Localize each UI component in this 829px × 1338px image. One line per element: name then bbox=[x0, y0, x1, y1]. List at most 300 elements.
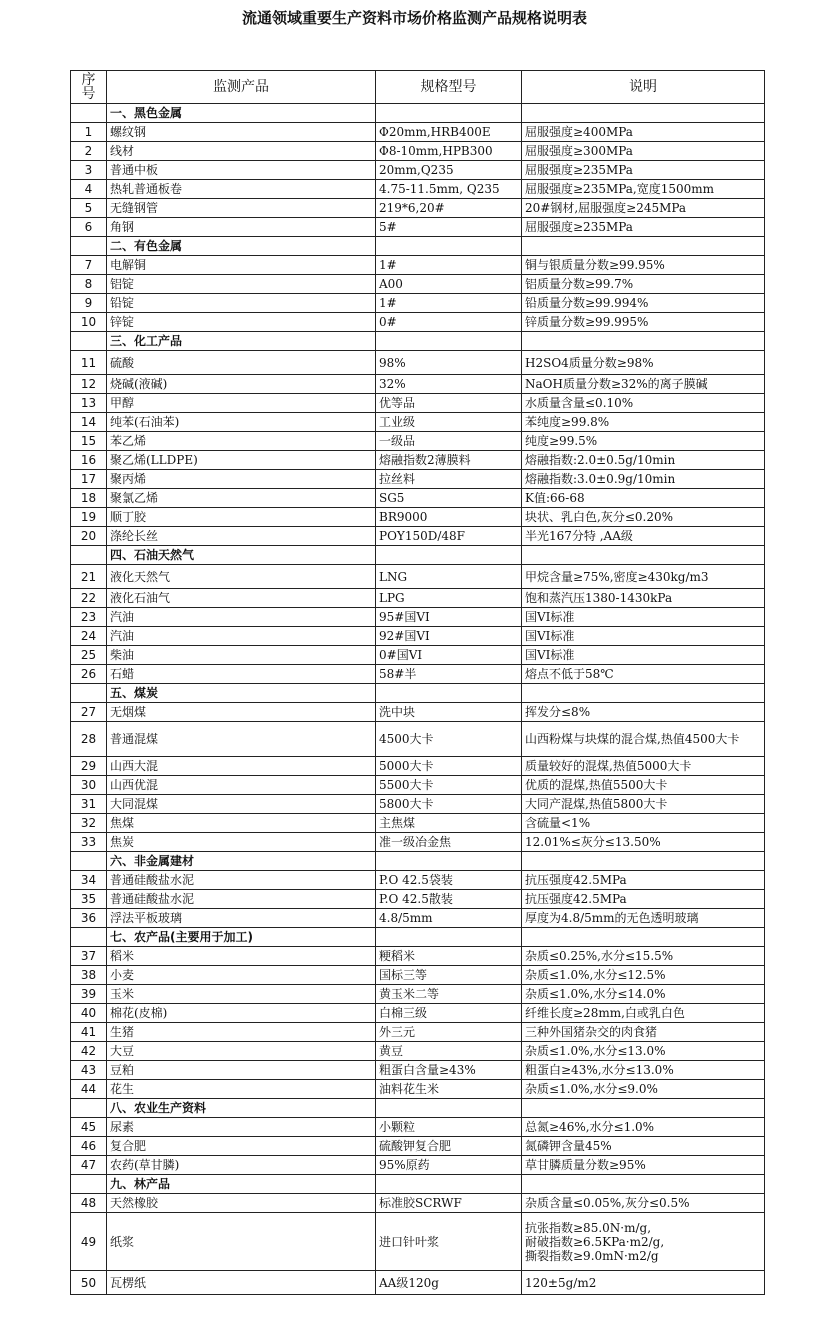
category-seq-cell bbox=[71, 104, 107, 123]
category-model-cell bbox=[376, 546, 522, 565]
product-cell: 柴油 bbox=[107, 646, 376, 665]
model-cell: LNG bbox=[376, 565, 522, 589]
model-cell: 4.8/5mm bbox=[376, 909, 522, 928]
desc-cell bbox=[522, 294, 765, 313]
category-model-cell bbox=[376, 1099, 522, 1118]
model-cell: P.O 42.5袋装 bbox=[376, 871, 522, 890]
seq-cell: 5 bbox=[71, 199, 107, 218]
product-cell: 烧碱(液碱) bbox=[107, 375, 376, 394]
seq-cell: 28 bbox=[71, 722, 107, 757]
category-seq-cell bbox=[71, 332, 107, 351]
model-cell: 95#国VI bbox=[376, 608, 522, 627]
desc-cell bbox=[522, 527, 765, 546]
desc-cell bbox=[522, 890, 765, 909]
category-seq-cell bbox=[71, 852, 107, 871]
model-cell: 国标三等 bbox=[376, 966, 522, 985]
desc-cell bbox=[522, 218, 765, 237]
seq-cell: 21 bbox=[71, 565, 107, 589]
model-cell: A00 bbox=[376, 275, 522, 294]
table-row bbox=[71, 966, 765, 985]
category-desc-cell bbox=[522, 237, 765, 256]
model-cell: 58#半 bbox=[376, 665, 522, 684]
model-cell: 92#国VI bbox=[376, 627, 522, 646]
category-model-cell bbox=[376, 1175, 522, 1194]
model-cell: 4.75-11.5mm, Q235 bbox=[376, 180, 522, 199]
table-row bbox=[71, 608, 765, 627]
product-cell: 角钢 bbox=[107, 218, 376, 237]
seq-cell: 8 bbox=[71, 275, 107, 294]
seq-cell: 11 bbox=[71, 351, 107, 375]
category-desc-cell bbox=[522, 1175, 765, 1194]
seq-cell: 39 bbox=[71, 985, 107, 1004]
seq-cell: 26 bbox=[71, 665, 107, 684]
desc-cell bbox=[522, 646, 765, 665]
seq-cell: 1 bbox=[71, 123, 107, 142]
table-row bbox=[71, 627, 765, 646]
desc-cell bbox=[522, 1137, 765, 1156]
product-cell: 聚氯乙烯 bbox=[107, 489, 376, 508]
desc-text: 苯纯度≥99.8% bbox=[525, 415, 610, 429]
category-row bbox=[71, 104, 765, 123]
model-cell: Φ20mm,HRB400E bbox=[376, 123, 522, 142]
seq-cell: 29 bbox=[71, 757, 107, 776]
seq-cell: 37 bbox=[71, 947, 107, 966]
table-row bbox=[71, 890, 765, 909]
table-row bbox=[71, 470, 765, 489]
category-row bbox=[71, 332, 765, 351]
seq-cell: 32 bbox=[71, 814, 107, 833]
table-row bbox=[71, 909, 765, 928]
table-row bbox=[71, 199, 765, 218]
product-cell: 普通硅酸盐水泥 bbox=[107, 890, 376, 909]
seq-cell: 48 bbox=[71, 1194, 107, 1213]
table-row bbox=[71, 985, 765, 1004]
desc-text: 饱和蒸汽压1380-1430kPa bbox=[525, 591, 673, 605]
product-cell: 线材 bbox=[107, 142, 376, 161]
model-cell: 95%原药 bbox=[376, 1156, 522, 1175]
desc-text: 草甘膦质量分数≥95% bbox=[525, 1158, 646, 1172]
desc-cell bbox=[522, 199, 765, 218]
desc-text: K值:66-68 bbox=[525, 491, 585, 505]
product-cell: 铝锭 bbox=[107, 275, 376, 294]
seq-cell: 2 bbox=[71, 142, 107, 161]
table-row bbox=[71, 833, 765, 852]
seq-cell: 34 bbox=[71, 871, 107, 890]
header-row bbox=[71, 71, 765, 104]
model-cell: 一级品 bbox=[376, 432, 522, 451]
desc-text: 熔融指数:3.0±0.9g/10min bbox=[525, 472, 676, 486]
desc-cell bbox=[522, 180, 765, 199]
seq-cell: 44 bbox=[71, 1080, 107, 1099]
desc-cell bbox=[522, 665, 765, 684]
seq-cell: 31 bbox=[71, 795, 107, 814]
category-seq-cell bbox=[71, 237, 107, 256]
desc-cell bbox=[522, 489, 765, 508]
model-cell: 219*6,20# bbox=[376, 199, 522, 218]
table-row bbox=[71, 703, 765, 722]
header-model: 规格型号 bbox=[376, 71, 522, 104]
seq-cell: 40 bbox=[71, 1004, 107, 1023]
desc-text: 三种外国猪杂交的肉食猪 bbox=[525, 1025, 658, 1039]
seq-cell: 19 bbox=[71, 508, 107, 527]
desc-text: 质量较好的混煤,热值5000大卡 bbox=[525, 759, 692, 773]
desc-cell bbox=[522, 256, 765, 275]
desc-cell bbox=[522, 432, 765, 451]
table-row bbox=[71, 565, 765, 589]
desc-cell bbox=[522, 375, 765, 394]
product-cell: 顺丁胶 bbox=[107, 508, 376, 527]
category-row bbox=[71, 928, 765, 947]
desc-cell bbox=[522, 966, 765, 985]
product-cell: 电解铜 bbox=[107, 256, 376, 275]
seq-cell: 16 bbox=[71, 451, 107, 470]
product-cell: 焦炭 bbox=[107, 833, 376, 852]
category-label: 三、化工产品 bbox=[107, 332, 376, 351]
model-cell: 油料花生米 bbox=[376, 1080, 522, 1099]
product-cell: 山西优混 bbox=[107, 776, 376, 795]
desc-cell bbox=[522, 795, 765, 814]
desc-text: 厚度为4.8/5mm的无色透明玻璃 bbox=[525, 911, 699, 925]
product-cell: 尿素 bbox=[107, 1118, 376, 1137]
model-cell: 进口针叶浆 bbox=[376, 1213, 522, 1271]
seq-cell: 7 bbox=[71, 256, 107, 275]
desc-cell bbox=[522, 565, 765, 589]
desc-text: 挥发分≤8% bbox=[525, 705, 591, 719]
table-row bbox=[71, 646, 765, 665]
desc-cell bbox=[522, 589, 765, 608]
seq-cell: 14 bbox=[71, 413, 107, 432]
desc-text: 块状、乳白色,灰分≤0.20% bbox=[525, 510, 673, 524]
seq-cell: 10 bbox=[71, 313, 107, 332]
model-cell: 98% bbox=[376, 351, 522, 375]
desc-cell bbox=[522, 451, 765, 470]
table-row bbox=[71, 313, 765, 332]
seq-cell: 50 bbox=[71, 1271, 107, 1295]
category-row bbox=[71, 1175, 765, 1194]
category-label: 四、石油天然气 bbox=[107, 546, 376, 565]
header-product: 监测产品 bbox=[107, 71, 376, 104]
desc-cell bbox=[522, 161, 765, 180]
model-cell: 32% bbox=[376, 375, 522, 394]
seq-cell: 15 bbox=[71, 432, 107, 451]
desc-text: 杂质≤0.25%,水分≤15.5% bbox=[525, 949, 674, 963]
product-cell: 聚乙烯(LLDPE) bbox=[107, 451, 376, 470]
product-cell: 热轧普通板卷 bbox=[107, 180, 376, 199]
desc-cell bbox=[522, 142, 765, 161]
model-cell: Φ8-10mm,HPB300 bbox=[376, 142, 522, 161]
desc-text: 总氮≥46%,水分≤1.0% bbox=[525, 1120, 655, 1134]
category-seq-cell bbox=[71, 546, 107, 565]
model-cell: AA级120g bbox=[376, 1271, 522, 1295]
desc-text: 屈服强度≥300MPa bbox=[525, 144, 633, 158]
desc-cell bbox=[522, 703, 765, 722]
product-cell: 豆粕 bbox=[107, 1061, 376, 1080]
table-row bbox=[71, 947, 765, 966]
table-row bbox=[71, 871, 765, 890]
spec-table bbox=[70, 70, 765, 1295]
model-cell: 工业级 bbox=[376, 413, 522, 432]
desc-cell bbox=[522, 814, 765, 833]
table-row bbox=[71, 776, 765, 795]
desc-text: 抗压强度42.5MPa bbox=[525, 873, 627, 887]
product-cell: 稻米 bbox=[107, 947, 376, 966]
table-row bbox=[71, 1061, 765, 1080]
category-model-cell bbox=[376, 237, 522, 256]
category-model-cell bbox=[376, 684, 522, 703]
product-cell: 棉花(皮棉) bbox=[107, 1004, 376, 1023]
desc-cell bbox=[522, 413, 765, 432]
product-cell: 纯苯(石油苯) bbox=[107, 413, 376, 432]
category-seq-cell bbox=[71, 1099, 107, 1118]
desc-cell bbox=[522, 985, 765, 1004]
seq-cell: 47 bbox=[71, 1156, 107, 1175]
desc-cell bbox=[522, 1156, 765, 1175]
desc-text: 甲烷含量≥75%,密度≥430kg/m3 bbox=[525, 569, 709, 584]
product-cell: 液化石油气 bbox=[107, 589, 376, 608]
desc-text: 纯度≥99.5% bbox=[525, 434, 598, 448]
header-seq-line1: 序 bbox=[81, 72, 96, 88]
desc-text: 铜与银质量分数≥99.95% bbox=[525, 258, 665, 272]
product-cell: 普通中板 bbox=[107, 161, 376, 180]
header-desc: 说明 bbox=[522, 71, 765, 104]
product-cell: 生猪 bbox=[107, 1023, 376, 1042]
product-cell: 花生 bbox=[107, 1080, 376, 1099]
desc-text: 抗压强度42.5MPa bbox=[525, 892, 627, 906]
model-cell: POY150D/48F bbox=[376, 527, 522, 546]
seq-cell: 38 bbox=[71, 966, 107, 985]
seq-cell: 20 bbox=[71, 527, 107, 546]
category-row bbox=[71, 546, 765, 565]
desc-text: 屈服强度≥235MPa bbox=[525, 163, 633, 177]
model-cell: 黄玉米二等 bbox=[376, 985, 522, 1004]
category-row bbox=[71, 1099, 765, 1118]
table-row bbox=[71, 256, 765, 275]
model-cell: BR9000 bbox=[376, 508, 522, 527]
table-row bbox=[71, 1004, 765, 1023]
category-label: 六、非金属建材 bbox=[107, 852, 376, 871]
desc-line-2: 耐破指数≥6.5KPa·m2/g, bbox=[525, 1234, 665, 1249]
seq-cell: 49 bbox=[71, 1213, 107, 1271]
desc-text: 大同产混煤,热值5800大卡 bbox=[525, 797, 668, 811]
desc-text: 国VI标准 bbox=[525, 648, 575, 662]
model-cell: 5500大卡 bbox=[376, 776, 522, 795]
seq-cell: 43 bbox=[71, 1061, 107, 1080]
desc-text: 屈服强度≥235MPa,宽度1500mm bbox=[525, 182, 715, 196]
desc-cell bbox=[522, 275, 765, 294]
desc-cell bbox=[522, 508, 765, 527]
desc-text: 杂质≤1.0%,水分≤9.0% bbox=[525, 1082, 658, 1096]
desc-cell bbox=[522, 351, 765, 375]
desc-text: 杂质≤1.0%,水分≤13.0% bbox=[525, 1044, 666, 1058]
desc-text: NaOH质量分数≥32%的离子膜碱 bbox=[525, 377, 708, 391]
table-row bbox=[71, 394, 765, 413]
category-model-cell bbox=[376, 104, 522, 123]
seq-cell: 12 bbox=[71, 375, 107, 394]
desc-cell bbox=[522, 776, 765, 795]
desc-text: 纤维长度≥28mm,白或乳白色 bbox=[525, 1006, 685, 1020]
desc-line-3: 撕裂指数≥9.0mN·m2/g bbox=[525, 1248, 659, 1263]
seq-cell: 13 bbox=[71, 394, 107, 413]
table-row bbox=[71, 142, 765, 161]
model-cell: 5# bbox=[376, 218, 522, 237]
category-seq-cell bbox=[71, 1175, 107, 1194]
desc-cell bbox=[522, 608, 765, 627]
product-cell: 螺纹钢 bbox=[107, 123, 376, 142]
product-cell: 石蜡 bbox=[107, 665, 376, 684]
desc-text: H2SO4质量分数≥98% bbox=[525, 355, 654, 370]
product-cell: 瓦楞纸 bbox=[107, 1271, 376, 1295]
table-row bbox=[71, 351, 765, 375]
product-cell: 锌锭 bbox=[107, 313, 376, 332]
category-desc-cell bbox=[522, 104, 765, 123]
model-cell: 1# bbox=[376, 294, 522, 313]
table-row bbox=[71, 123, 765, 142]
desc-text: 铝质量分数≥99.7% bbox=[525, 277, 634, 291]
product-cell: 普通硅酸盐水泥 bbox=[107, 871, 376, 890]
model-cell: 5000大卡 bbox=[376, 757, 522, 776]
desc-text: 熔融指数:2.0±0.5g/10min bbox=[525, 453, 676, 467]
table-row bbox=[71, 665, 765, 684]
model-cell: 外三元 bbox=[376, 1023, 522, 1042]
product-cell: 铅锭 bbox=[107, 294, 376, 313]
desc-cell bbox=[522, 1194, 765, 1213]
seq-cell: 35 bbox=[71, 890, 107, 909]
desc-text: 杂质≤1.0%,水分≤14.0% bbox=[525, 987, 666, 1001]
desc-text: 水质量含量≤0.10% bbox=[525, 396, 634, 410]
model-cell: 5800大卡 bbox=[376, 795, 522, 814]
desc-cell bbox=[522, 394, 765, 413]
category-seq-cell bbox=[71, 684, 107, 703]
model-cell: 0#国VI bbox=[376, 646, 522, 665]
desc-cell bbox=[522, 1271, 765, 1295]
model-cell: 0# bbox=[376, 313, 522, 332]
table-row bbox=[71, 218, 765, 237]
desc-text: 熔点不低于58℃ bbox=[525, 667, 614, 681]
category-label: 七、农产品(主要用于加工) bbox=[107, 928, 376, 947]
model-cell: 黄豆 bbox=[376, 1042, 522, 1061]
seq-cell: 6 bbox=[71, 218, 107, 237]
category-desc-cell bbox=[522, 1099, 765, 1118]
header-seq-line2: 号 bbox=[81, 86, 96, 102]
seq-cell: 24 bbox=[71, 627, 107, 646]
category-row bbox=[71, 684, 765, 703]
desc-cell bbox=[522, 909, 765, 928]
product-cell: 纸浆 bbox=[107, 1213, 376, 1271]
model-cell: 标准胶SCRWF bbox=[376, 1194, 522, 1213]
product-cell: 浮法平板玻璃 bbox=[107, 909, 376, 928]
product-cell: 液化天然气 bbox=[107, 565, 376, 589]
table-row bbox=[71, 413, 765, 432]
desc-text: 锌质量分数≥99.995% bbox=[525, 315, 649, 329]
table-row bbox=[71, 722, 765, 757]
product-cell: 天然橡胶 bbox=[107, 1194, 376, 1213]
table-row bbox=[71, 508, 765, 527]
model-cell: 准一级冶金焦 bbox=[376, 833, 522, 852]
product-cell: 硫酸 bbox=[107, 351, 376, 375]
model-cell: 1# bbox=[376, 256, 522, 275]
seq-cell: 9 bbox=[71, 294, 107, 313]
model-cell: SG5 bbox=[376, 489, 522, 508]
table-row bbox=[71, 451, 765, 470]
category-desc-cell bbox=[522, 852, 765, 871]
model-cell: 粗蛋白含量≥43% bbox=[376, 1061, 522, 1080]
category-model-cell bbox=[376, 928, 522, 947]
table-row bbox=[71, 489, 765, 508]
seq-cell: 36 bbox=[71, 909, 107, 928]
product-cell: 汽油 bbox=[107, 608, 376, 627]
desc-cell bbox=[522, 1023, 765, 1042]
product-cell: 无缝钢管 bbox=[107, 199, 376, 218]
category-row bbox=[71, 237, 765, 256]
model-cell: 白棉三级 bbox=[376, 1004, 522, 1023]
seq-cell: 18 bbox=[71, 489, 107, 508]
desc-text: 优质的混煤,热值5500大卡 bbox=[525, 778, 668, 792]
model-cell: LPG bbox=[376, 589, 522, 608]
desc-cell bbox=[522, 1213, 765, 1271]
desc-text: 12.01%≤灰分≤13.50% bbox=[525, 835, 661, 849]
table-row bbox=[71, 180, 765, 199]
desc-cell bbox=[522, 627, 765, 646]
table-row bbox=[71, 1042, 765, 1061]
model-cell: 4500大卡 bbox=[376, 722, 522, 757]
seq-cell: 27 bbox=[71, 703, 107, 722]
seq-cell: 46 bbox=[71, 1137, 107, 1156]
category-desc-cell bbox=[522, 684, 765, 703]
category-seq-cell bbox=[71, 928, 107, 947]
table-row bbox=[71, 1023, 765, 1042]
category-label: 五、煤炭 bbox=[107, 684, 376, 703]
table-row bbox=[71, 375, 765, 394]
product-cell: 甲醇 bbox=[107, 394, 376, 413]
table-row bbox=[71, 1156, 765, 1175]
model-cell: 优等品 bbox=[376, 394, 522, 413]
product-cell: 大豆 bbox=[107, 1042, 376, 1061]
desc-text: 杂质≤1.0%,水分≤12.5% bbox=[525, 968, 666, 982]
table-row bbox=[71, 275, 765, 294]
seq-cell: 17 bbox=[71, 470, 107, 489]
desc-text: 屈服强度≥400MPa bbox=[525, 125, 633, 139]
product-cell: 小麦 bbox=[107, 966, 376, 985]
seq-cell: 41 bbox=[71, 1023, 107, 1042]
model-cell: 小颗粒 bbox=[376, 1118, 522, 1137]
desc-text: 国VI标准 bbox=[525, 629, 575, 643]
document-title: 流通领域重要生产资料市场价格监测产品规格说明表 bbox=[241, 9, 587, 27]
desc-text: 含硫量<1% bbox=[525, 816, 591, 830]
product-cell: 涤纶长丝 bbox=[107, 527, 376, 546]
table-row bbox=[71, 527, 765, 546]
header-seq bbox=[71, 71, 107, 104]
desc-cell bbox=[522, 947, 765, 966]
product-cell: 玉米 bbox=[107, 985, 376, 1004]
desc-text: 粗蛋白≥43%,水分≤13.0% bbox=[525, 1063, 674, 1077]
desc-cell bbox=[522, 1004, 765, 1023]
product-cell: 山西大混 bbox=[107, 757, 376, 776]
product-cell: 焦煤 bbox=[107, 814, 376, 833]
product-cell: 复合肥 bbox=[107, 1137, 376, 1156]
desc-cell bbox=[522, 722, 765, 757]
model-cell: 硫酸钾复合肥 bbox=[376, 1137, 522, 1156]
category-desc-cell bbox=[522, 332, 765, 351]
model-cell: 粳稻米 bbox=[376, 947, 522, 966]
desc-cell bbox=[522, 470, 765, 489]
desc-text: 半光167分特 ,AA级 bbox=[525, 529, 633, 543]
category-desc-cell bbox=[522, 928, 765, 947]
seq-cell: 23 bbox=[71, 608, 107, 627]
desc-cell bbox=[522, 757, 765, 776]
product-cell: 苯乙烯 bbox=[107, 432, 376, 451]
product-cell: 大同混煤 bbox=[107, 795, 376, 814]
table-row bbox=[71, 795, 765, 814]
